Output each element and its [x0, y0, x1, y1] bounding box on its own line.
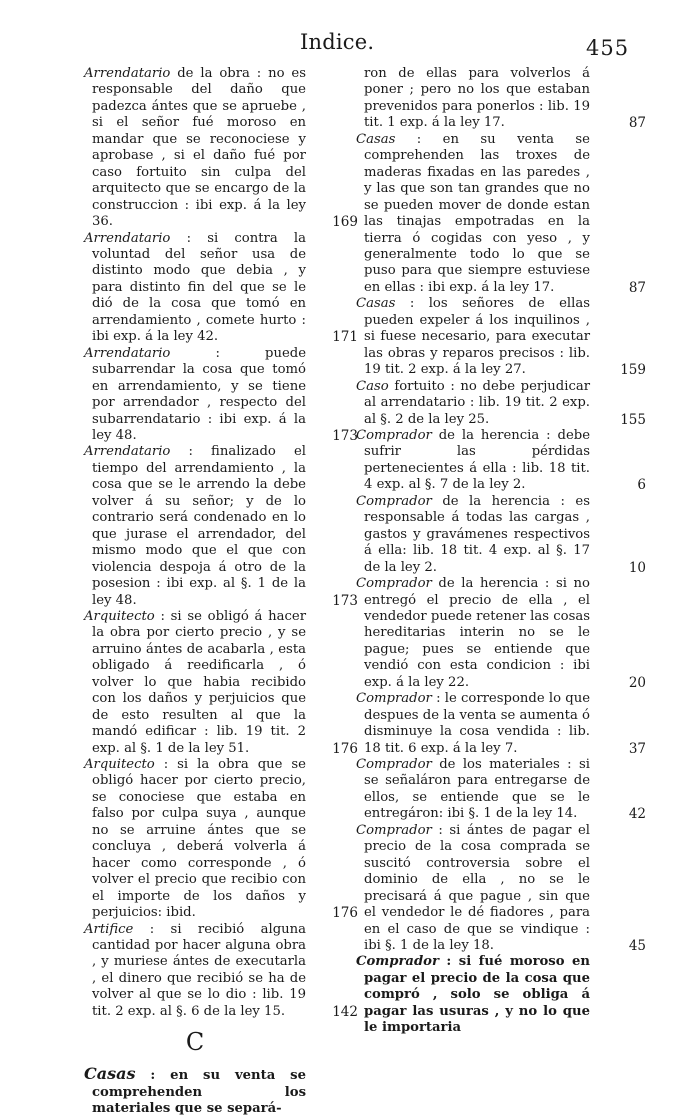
entry-text: de la herencia : si no entregó el precio de ella , el vendedor puede retener las cosas hereditarias interin no se le pague; pues se entiende que vendió con esta condicion : ibi exp. á la ley 22. [364, 576, 590, 690]
section-letter: C [185, 1028, 205, 1057]
index-entry [84, 66, 358, 231]
entry-head: Comprador [356, 757, 432, 773]
index-entry [84, 444, 358, 609]
index-entry [84, 345, 358, 445]
entry-text: : si fué moroso en pagar el precio de la cosa que compró , solo se obliga á pagar las usuras , y no lo que le importaria [364, 954, 590, 1036]
entry-head: Comprador [356, 954, 439, 970]
entry-head: Comprador [356, 576, 432, 592]
entry-head: Arquitecto [84, 608, 155, 624]
entry-head: Comprador [356, 691, 432, 707]
entry-text: ron de ellas para volverlos á poner ; pero no los que estaban prevenidos para ponerlos : lib. 19 tit. 1 exp. á la ley 17. [364, 66, 590, 131]
entry-head: Casas [356, 131, 396, 147]
entry-text: de los materiales : si se señaláron para entregarse de ellos, se entiende que se le entregáron: ibi §. 1 de la ley 14. [364, 757, 590, 822]
entry-page-ref: 87 [628, 115, 646, 132]
entry-page-ref: 173 [332, 427, 358, 444]
entry-head: Arrendatario [84, 230, 171, 246]
index-entry [356, 296, 646, 379]
entry-page-ref: 20 [628, 674, 646, 691]
index-entry [356, 493, 646, 576]
entry-page-ref: 169 [332, 214, 358, 231]
index-entry [356, 131, 646, 297]
index-entry [84, 608, 358, 757]
index-entry [356, 378, 646, 428]
entry-head: Comprador [356, 427, 432, 443]
entry-page-ref: 171 [332, 329, 358, 346]
entry-text: : los señores de ellas pueden expeler á los inquilinos , si fuese necesario, para executar las obras y reparos precisos : lib. 19 tit. 2 exp. á la ley 27. [364, 296, 590, 378]
entry-page-ref: 176 [332, 740, 358, 757]
entry-head: Caso [356, 378, 389, 394]
entry-head: Comprador [356, 493, 432, 509]
right-column [356, 66, 646, 1037]
entry-text: : si recibió alguna cantidad por hacer alguna obra , y muriese ántes de executarla , el dinero que recibió se ha de volver al que se lo dio : lib. 19 tit. 2 exp. al §. 6 de la ley 15. [92, 921, 306, 1019]
index-entry [356, 757, 646, 823]
entry-page-ref: 42 [628, 806, 646, 823]
entry-text: de la herencia : es responsable á todas las cargas , gastos y gravámenes respectivos á ella: lib. 18 tit. 4 exp. al §. 17 de la ley 2. [364, 493, 590, 575]
entry-head: Arrendatario [84, 66, 171, 81]
page-number: 455 [586, 36, 630, 60]
index-entry-continuation [356, 66, 646, 132]
entry-page-ref: 142 [332, 1003, 358, 1020]
running-head: Indice. [300, 30, 375, 54]
entry-head: Casas [84, 1064, 136, 1084]
entry-head: Casas [356, 296, 396, 312]
entry-text: : puede subarrendar la cosa que tomó en arrendamiento, y se tiene por arrendador , respecto del subarrendatario : ibi exp. á la ley 48. [92, 345, 306, 443]
entry-page-ref: 176 [332, 905, 358, 922]
entry-text: de la herencia : debe sufrir las pérdidas pertenecientes á ella : lib. 18 tit. 4 exp. al §. 7 de la ley 2. [364, 427, 590, 493]
left-column [84, 66, 358, 1118]
index-entry [84, 230, 358, 346]
entry-page-ref: 37 [628, 740, 646, 757]
entry-text: : si se obligó á hacer la obra por cierto precio , y se arruino ántes de acabarla , esta obligado á reedificarla , ó volver lo que habia recibido con los daños y perjuicios que de esto resulten al que la mandó edificar : lib. 19 tit. 2 exp. al §. 1 de la ley 51. [92, 608, 306, 756]
index-entry [356, 822, 646, 955]
entry-head: Artifice [84, 921, 134, 937]
entry-head: Arrendatario [84, 444, 171, 460]
entry-page-ref: 10 [628, 559, 646, 576]
index-entry [356, 954, 590, 1036]
entry-page-ref: 6 [637, 477, 646, 494]
entry-text: : si contra la voluntad del señor usa de distinto modo que debia , y para distinto fin del que se le dió de la cosa que tomó en arrendamiento , comete hurto : ibi exp. á la ley 42. [92, 230, 306, 345]
entry-head: Arrendatario [84, 345, 171, 361]
entry-text: : si ántes de pagar el precio de la cosa comprada se suscitó controversia sobre el dominio de ella , no se le precisará á que pague , sin que el vendedor le dé fiadores , para en el caso de que se vindique : ibi §. 1 de la ley 18. [364, 822, 590, 954]
entry-text: fortuito : no debe perjudicar al arrendatario : lib. 19 tit. 2 exp. al §. 2 de la ley 25. [364, 378, 590, 427]
entry-text: : le corresponde lo que despues de la venta se aumenta ó disminuye la cosa vendida : lib. 18 tit. 6 exp. á la ley 7. [364, 691, 590, 756]
entry-page-ref: 173 [332, 592, 358, 609]
entry-text: : en su venta se comprehenden los materiales que se separá- [92, 1068, 306, 1117]
entry-text: de la obra : no es responsable del daño que padezca ántes que se apruebe , si el señor fué moroso en mandar que se reconociese y aprobase , si el daño fué por caso fortuito sin culpa del arquitecto que se encargo de la construccion : ibi exp. á la ley 36. [92, 66, 306, 230]
index-entry [356, 427, 646, 494]
entry-page-ref: 87 [628, 279, 646, 296]
index-entry [84, 757, 358, 922]
entry-text: : en su venta se comprehenden las troxes de maderas fixadas en las paredes , y las que son tan grandes que no se pueden mover de donde estan las tinajas empotradas en la tierra ó cogidas con yeso , y generalmente todo lo que se puso para que siempre estuviese en ellas : ibi exp. á la ley 17. [364, 131, 590, 295]
index-entry [356, 576, 646, 691]
entry-page-ref: 45 [628, 938, 646, 955]
entry-page-ref: 159 [620, 362, 646, 379]
entry-head: Comprador [356, 822, 432, 838]
entry-text: : si la obra que se obligó hacer por cierto precio, se conociese que estaba en falso por culpa suya , aunque no se arruine ántes que se concluya , deberá volverla á hacer como corresponde , ó volver el precio que recibio con el importe de los daños y perjuicios: ibid. [92, 757, 306, 921]
entry-page-ref: 155 [620, 411, 646, 428]
entry-head: Arquitecto [84, 757, 155, 773]
index-entry [84, 921, 358, 1021]
index-entry [356, 691, 646, 757]
entry-text: : finalizado el tiempo del arrendamiento , la cosa que se le arrendo la debe volver á su señor; y de lo contrario será condenado en lo que jurase el arrendador, del mismo modo que el que con violencia despoja á otro de la posesion : ibi exp. al §. 1 de la ley 48. [92, 444, 306, 608]
index-entry [84, 1066, 306, 1117]
